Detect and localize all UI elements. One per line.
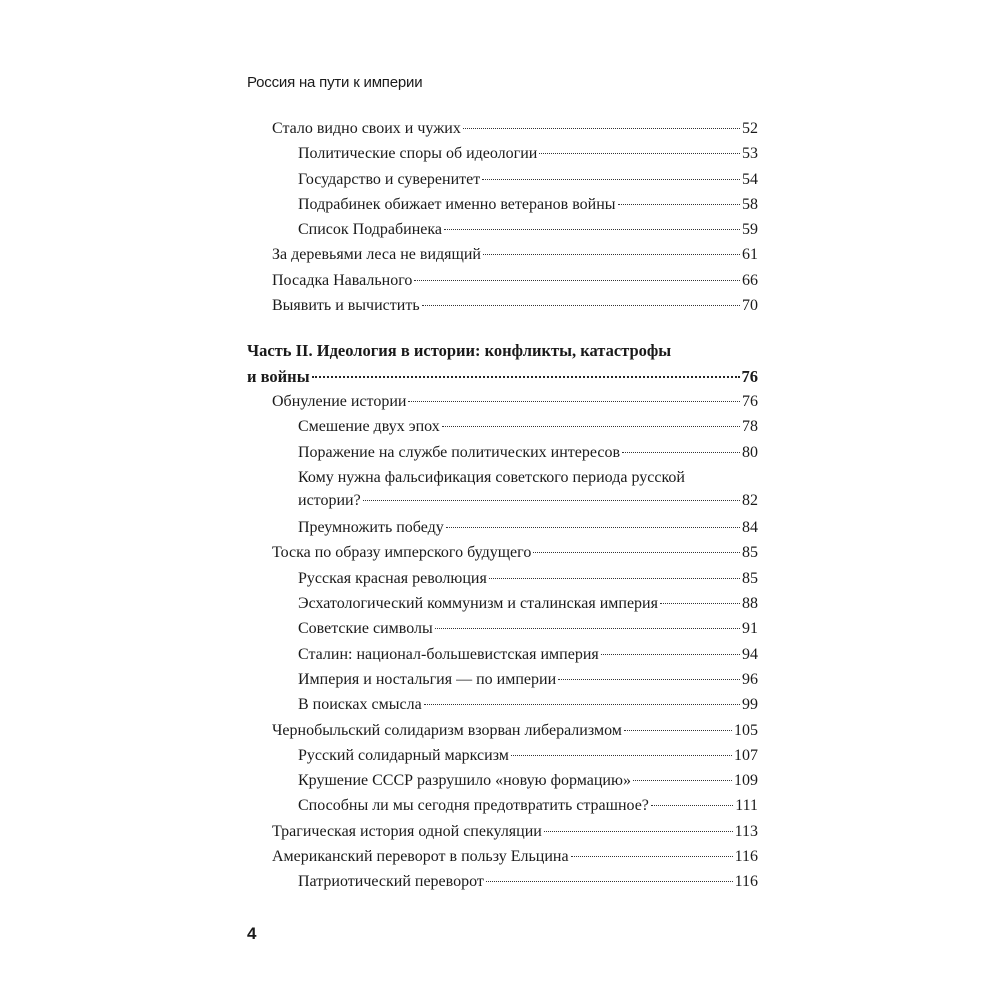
toc-entry-page: 84	[742, 519, 758, 537]
running-head: Россия на пути к империи	[247, 74, 423, 91]
toc-entry-page: 96	[742, 670, 758, 688]
dot-leader	[618, 204, 740, 205]
toc-entry-title-continued: истории?	[298, 492, 361, 510]
toc-entry	[247, 167, 758, 192]
toc-entry	[247, 414, 758, 439]
part-title-line1: Часть II. Идеология в истории: конфликты, катастрофы	[247, 341, 672, 361]
toc-entry	[247, 242, 758, 267]
toc-entry-page: 113	[734, 822, 758, 840]
dot-leader	[444, 229, 740, 230]
dot-leader	[571, 856, 733, 857]
toc-entry-page: 116	[734, 873, 758, 891]
dot-leader	[624, 730, 732, 731]
toc-entry-page: 99	[742, 696, 758, 714]
dot-leader	[422, 305, 740, 306]
toc-entry-page: 58	[742, 195, 758, 213]
toc-entry-page: 66	[742, 271, 758, 289]
toc-entry	[247, 566, 758, 591]
dot-leader	[408, 401, 740, 402]
toc-entry-page: 94	[742, 645, 758, 663]
dot-leader	[312, 376, 740, 378]
toc-entry-title: Патриотический переворот	[298, 873, 484, 891]
toc-entry	[247, 192, 758, 217]
part-title-line2-row	[247, 364, 758, 389]
toc-entry-page: 52	[742, 120, 758, 137]
toc-entry	[247, 743, 758, 768]
toc-entry-page: 85	[742, 569, 758, 587]
toc-entry-title: Посадка Навального	[272, 271, 413, 289]
toc-entry-title: Список Подрабинека	[298, 221, 443, 239]
dot-leader	[601, 654, 740, 655]
toc-entry-page: 61	[742, 246, 758, 264]
dot-leader	[463, 128, 740, 129]
dot-leader	[486, 881, 733, 882]
dot-leader	[539, 153, 740, 154]
dot-leader	[651, 805, 733, 806]
toc-entry-page: 88	[742, 595, 758, 613]
toc-entry-page: 70	[742, 297, 758, 315]
toc-entry	[247, 793, 758, 818]
toc-entry-title: Чернобыльский солидаризм взорван либерализмом	[272, 721, 622, 739]
toc-entry	[247, 819, 758, 844]
toc-entry-title: Подрабинек обижает именно ветеранов войны	[298, 195, 616, 213]
toc-entry-title: Государство и суверенитет	[298, 170, 481, 188]
dot-leader	[435, 628, 740, 629]
toc-section-after	[247, 389, 758, 895]
toc-entry	[247, 141, 758, 166]
toc-entry	[247, 616, 758, 641]
toc-entry-title: Трагическая история одной спекуляции	[272, 822, 542, 840]
toc-entry	[247, 692, 758, 717]
dot-leader	[533, 552, 740, 553]
toc-entry	[247, 389, 758, 414]
toc-entry-title: Крушение СССР разрушило «новую формацию»	[298, 772, 631, 790]
page-number: 4	[247, 924, 257, 943]
part-page-number: 76	[741, 366, 758, 386]
toc-entry-page: 111	[735, 797, 758, 815]
toc-entry-title: Русский солидарный марксизм	[298, 746, 509, 764]
toc-entry-title: В поисках смысла	[298, 696, 422, 714]
toc-entry	[247, 768, 758, 793]
toc-entry-page: 59	[742, 221, 758, 239]
toc-entry-title: Американский переворот в пользу Ельцина	[272, 848, 569, 866]
toc-entry	[247, 268, 758, 293]
toc-entry-title: Политические споры об идеологии	[298, 145, 538, 163]
toc-entry-title: Сталин: национал-большевистская империя	[298, 645, 599, 663]
toc-entry-title: Империя и ностальгия — по империи	[298, 670, 557, 688]
toc-entry-title: Смешение двух эпох	[298, 418, 440, 436]
toc-entry-title: Обнуление истории	[272, 392, 407, 410]
dot-leader	[558, 679, 740, 680]
toc-entry	[247, 465, 758, 515]
toc-entry-page: 105	[734, 721, 758, 739]
toc-entry	[247, 540, 758, 565]
dot-leader	[633, 780, 732, 781]
toc-entry-page: 107	[734, 746, 758, 764]
toc-entry-page: 109	[734, 772, 758, 790]
toc-entry	[247, 217, 758, 242]
part-title-line2: и войны	[247, 366, 310, 386]
toc-entry-title: Способны ли мы сегодня предотвратить страшное?	[298, 797, 649, 815]
toc-entry	[247, 116, 758, 141]
dot-leader	[660, 603, 740, 604]
toc-entry-page: 91	[742, 620, 758, 638]
toc-entry	[247, 844, 758, 869]
toc-entry-title: Выявить и вычистить	[272, 297, 420, 315]
dot-leader	[414, 280, 740, 281]
toc-entry-title: Советские символы	[298, 620, 433, 638]
toc-entry-title: Поражение на службе политических интересов	[298, 443, 621, 461]
toc-entry-title: Тоска по образу имперского будущего	[272, 544, 532, 562]
dot-leader	[489, 578, 740, 579]
table-of-contents	[247, 116, 758, 895]
toc-entry-page: 78	[742, 418, 758, 436]
toc-entry-page: 76	[742, 392, 758, 410]
toc-entry	[247, 293, 758, 318]
toc-entry	[247, 667, 758, 692]
toc-section-before	[247, 116, 758, 318]
toc-entry-title: Русская красная революция	[298, 569, 487, 587]
toc-entry-page: 53	[742, 145, 758, 163]
toc-entry-title: Стало видно своих и чужих	[272, 120, 461, 137]
toc-entry	[247, 869, 758, 894]
toc-entry	[247, 718, 758, 743]
toc-entry	[247, 440, 758, 465]
toc-entry-page: 85	[742, 544, 758, 562]
dot-leader	[446, 527, 740, 528]
dot-leader	[544, 831, 733, 832]
toc-entry-page: 82	[742, 492, 758, 510]
toc-entry	[247, 515, 758, 540]
dot-leader	[511, 755, 732, 756]
toc-entry-title: За деревьями леса не видящий	[272, 246, 481, 264]
toc-entry-page: 116	[734, 848, 758, 866]
toc-entry-title: Эсхатологический коммунизм и сталинская империя	[298, 595, 658, 613]
dot-leader	[424, 704, 740, 705]
dot-leader	[483, 254, 740, 255]
toc-entry	[247, 591, 758, 616]
toc-entry-line2	[298, 490, 758, 515]
dot-leader	[622, 452, 740, 453]
toc-entry	[247, 642, 758, 667]
dot-leader	[363, 500, 740, 501]
dot-leader	[482, 179, 740, 180]
toc-entry-title: Преумножить победу	[298, 519, 444, 537]
dot-leader	[442, 426, 740, 427]
toc-part-heading	[247, 338, 758, 389]
toc-entry-page: 54	[742, 170, 758, 188]
toc-entry-title: Кому нужна фальсификация советского периода русской	[298, 468, 685, 486]
toc-entry-page: 80	[742, 443, 758, 461]
